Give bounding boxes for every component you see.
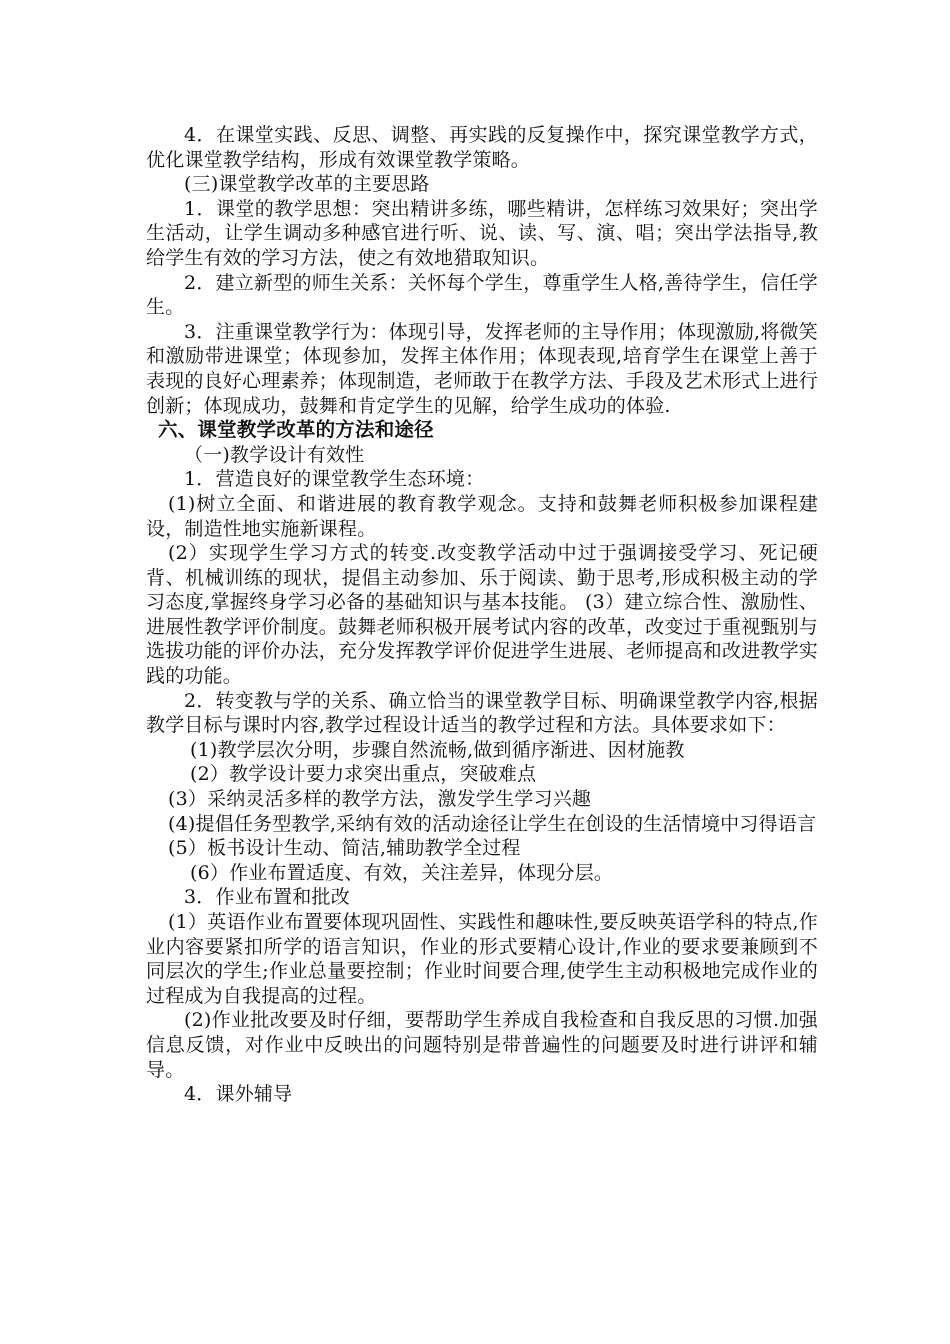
paragraph-ecology-environment: 1．营造良好的课堂教学生态环境： — [184, 468, 485, 491]
subheading-reform-ideas: (三)课堂教学改革的主要思路 — [184, 173, 430, 196]
paragraph-homework-correction: (2)作业批改要及时仔细，要帮助学生养成自我检查和自我反思的习惯.加强信息反馈，对作业中反映出的问题特别是带普遍性的问题要及时进行讲评和辅导。 — [146, 1009, 818, 1081]
paragraph-teaching-thought: 1．课堂的教学思想：突出精讲多练，哪些精讲，怎样练习效果好；突出学生活动，让学生调动多种感官进行听、说、读、写、演、唱；突出学法指导,教给学生有效的学习方法，使之有效地猎取知识。 — [146, 197, 818, 269]
list-item-1: (1)教学层次分明，步骤自然流畅,做到循序渐进、因材施教 — [190, 738, 685, 761]
list-item-2: (2）教学设计要力求突出重点，突破难点 — [190, 763, 537, 786]
paragraph-teaching-behavior: 3．注重课堂教学行为：体现引导，发挥老师的主导作用；体现激励,将微笑和激励带进课堂；体现参加，发挥主体作用；体现表现,培育学生在课堂上善于表现的良好心理素养；体现制造，老师敢于在教学方法、手段及艺术形式上进行创新；体现成功，鼓舞和肯定学生的见解，给学生成功的体验. — [146, 320, 819, 417]
list-item-5: (5）板书设计生动、简洁,辅助教学全过程 — [168, 837, 521, 860]
document-page — [146, 123, 818, 1107]
subheading-design-effectiveness: （一)教学设计有效性 — [184, 443, 365, 466]
subheading-tutoring: 4．课外辅导 — [184, 1083, 293, 1106]
list-item-4: (4)提倡任务型教学,采纳有效的活动途径让学生在创设的生活情境中习得语言 — [168, 812, 817, 835]
paragraph-teaching-relation: 2．转变教与学的关系、确立恰当的课堂教学目标、明确课堂教学内容,根据教学目标与课时内容,教学过程设计适当的教学过程和方法。具体要求如下： — [146, 689, 818, 737]
section-heading-methods: 六、课堂教学改革的方法和途径 — [158, 418, 434, 442]
paragraph-homework-assignment: (1）英语作业布置要体现巩固性、实践性和趣味性,要反映英语学科的特点,作业内容要紧扣所学的语言知识，作业的形式要精心设计,作业的要求要兼顾到不同层次的学生;作业总量要控制；作业时间要合理,使学生主动积极地完成作业的过程成为自我提高的过程。 — [146, 911, 818, 1007]
list-item-3: (3）采纳灵活多样的教学方法，激发学生学习兴趣 — [168, 788, 592, 811]
list-item-6: (6）作业布置适度、有效，关注差异，体现分层。 — [190, 861, 614, 884]
subheading-homework: 3．作业布置和批改 — [184, 886, 350, 909]
paragraph-education-concept: (1)树立全面、和谐进展的教育教学观念。支持和鼓舞老师积极参加课程建设，制造性地实施新课程。 — [146, 492, 818, 540]
paragraph-learning-method-change: (2）实现学生学习方式的转变.改变教学活动中过于强调接受学习、死记硬背、机械训练的现状，提倡主动参加、乐于阅读、勤于思考,形成积极主动的学习态度,掌握终身学习必备的基础知识与基本技能。 (3）建立综合性、激励性、进展性教学评价制度。鼓舞老师积极开展考试内容的改革，改变过于重视甄别与选拔功能的评价办法，充分发挥教学评价促进学生进展、老师提高和改进教学实践的功能。 — [146, 542, 819, 688]
paragraph-item-4-strategy: 4．在课堂实践、反思、调整、再实践的反复操作中，探究课堂教学方式，优化课堂教学结构，形成有效课堂教学策略。 — [146, 124, 818, 171]
paragraph-teacher-student-relation: 2．建立新型的师生关系：关怀每个学生，尊重学生人格,善待学生，信任学生。 — [146, 271, 818, 319]
